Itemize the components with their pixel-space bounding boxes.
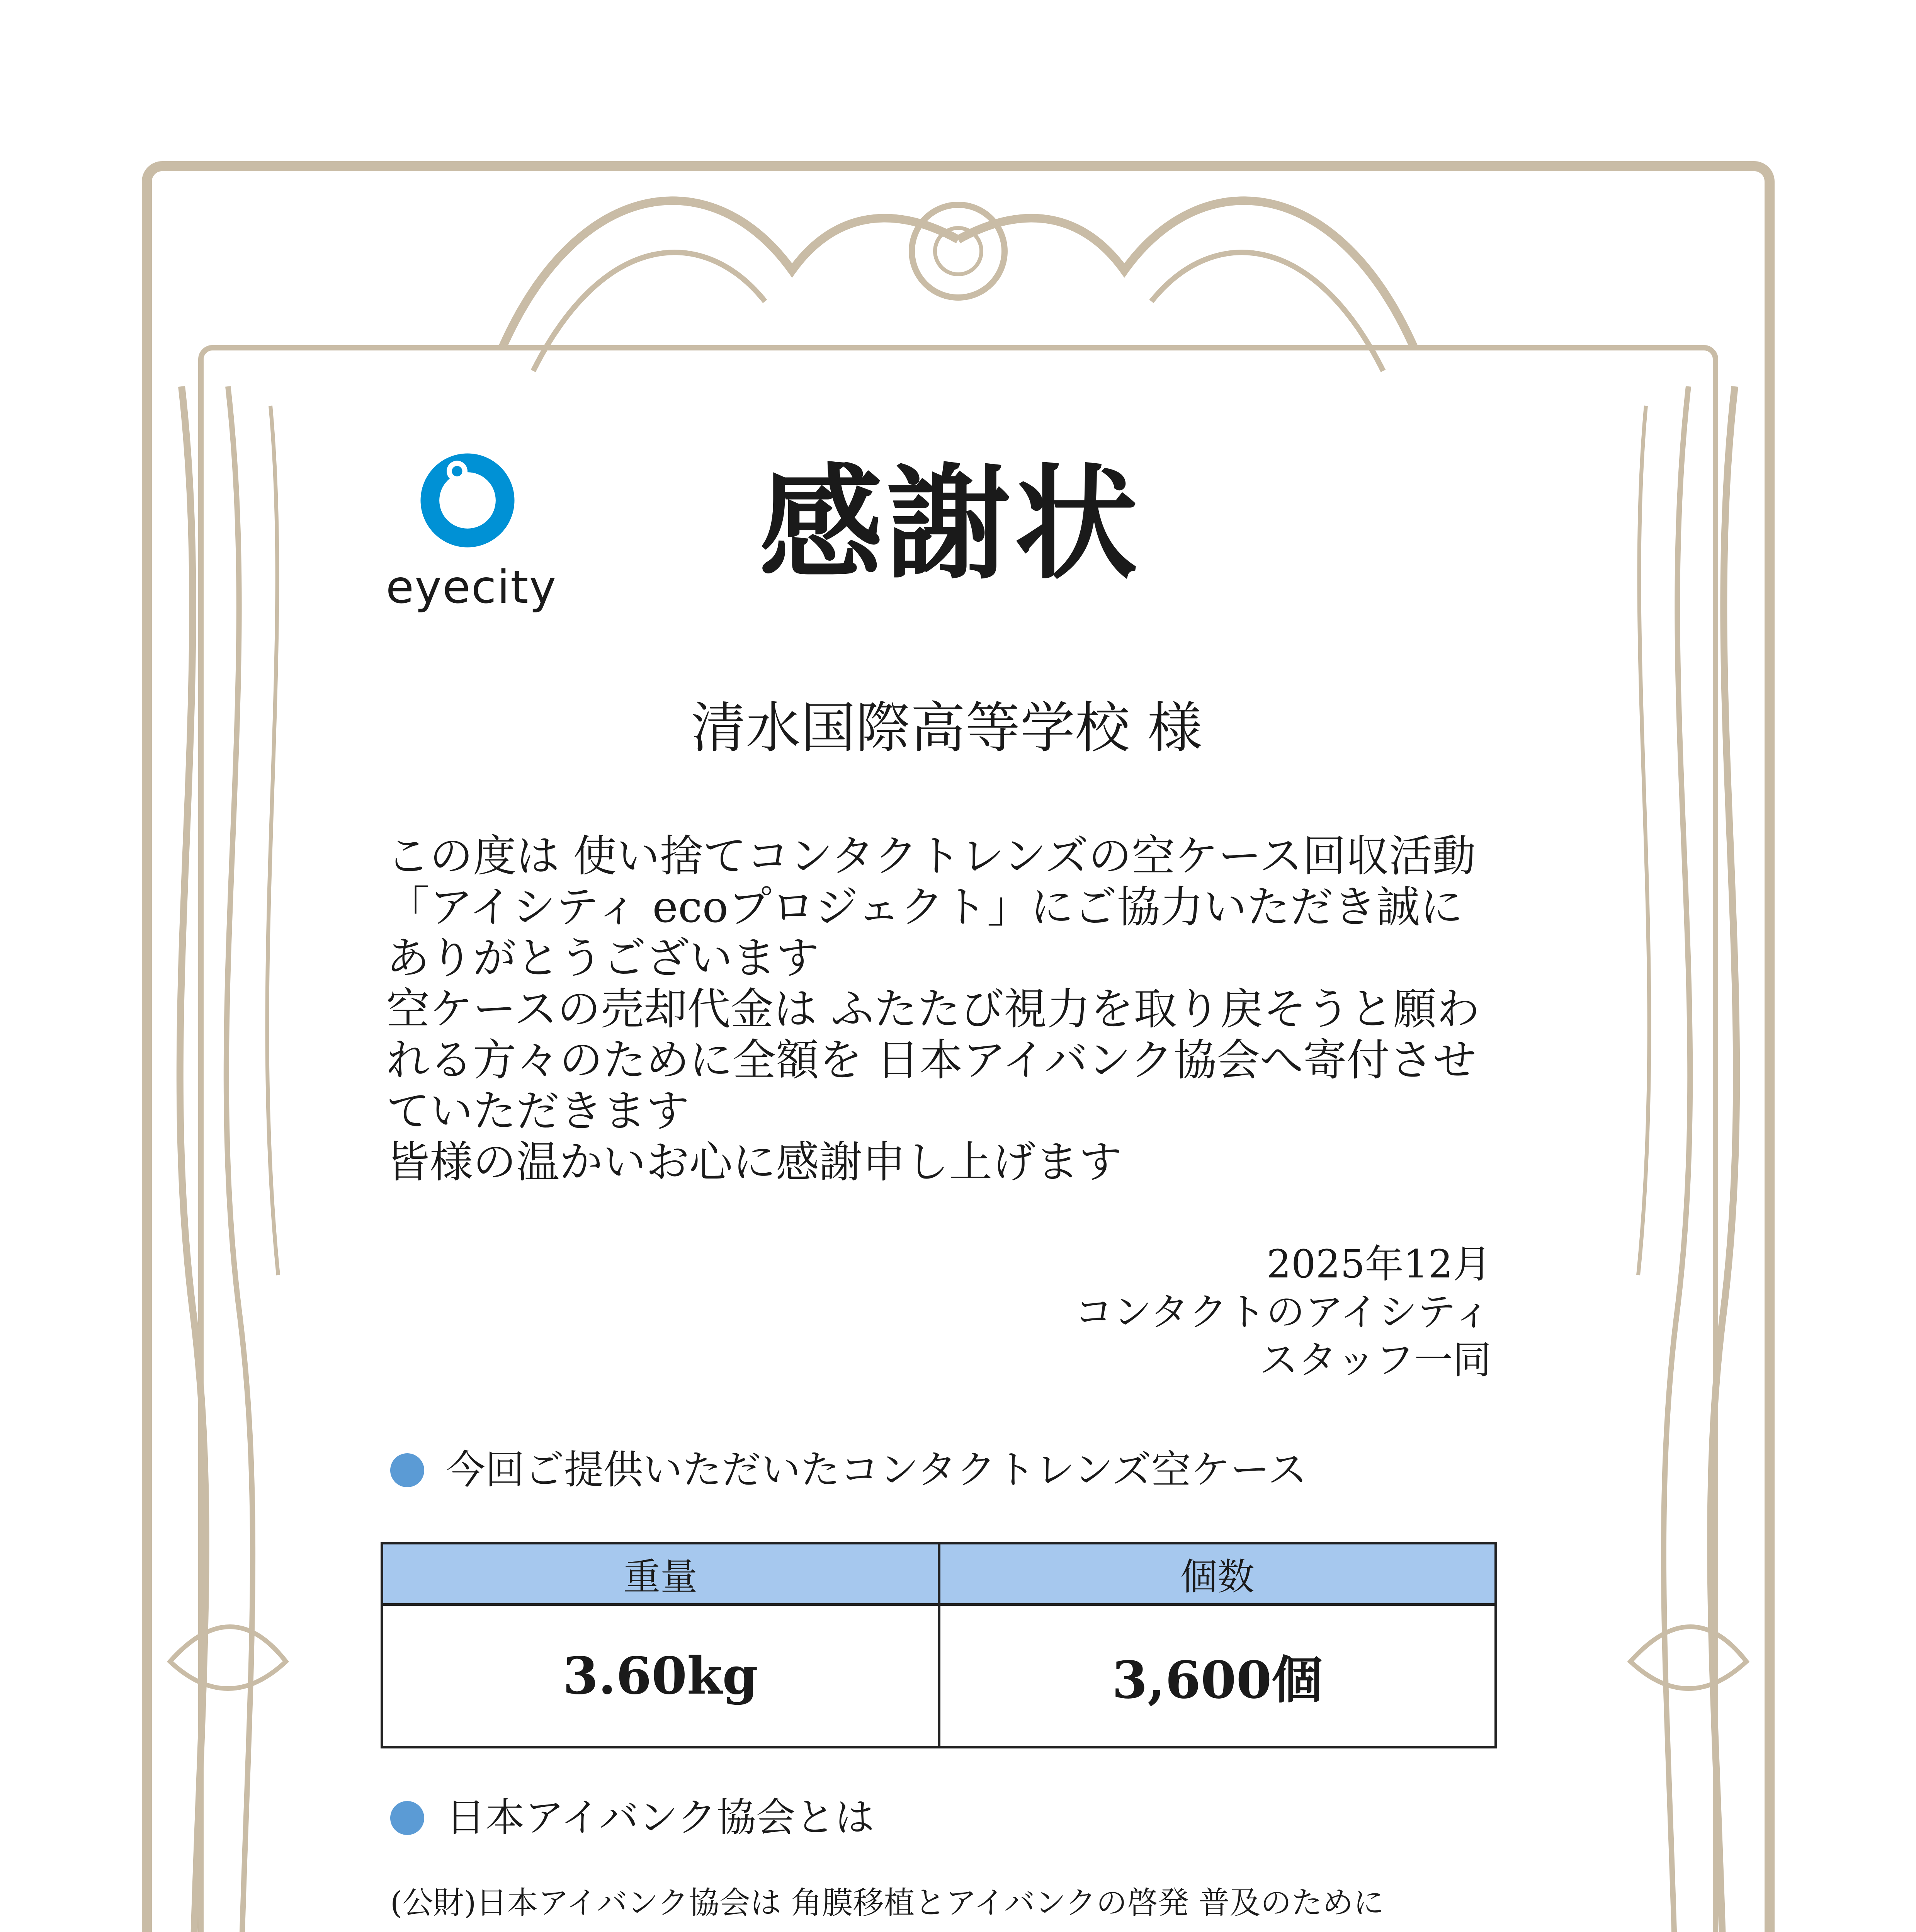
body-line: この度は 使い捨てコンタクトレンズの空ケース回収活動	[386, 831, 1476, 881]
eyecity-logo-mark-icon	[415, 448, 520, 553]
association-section-heading	[390, 1793, 1549, 1843]
issue-date: 2025年12月	[1267, 1242, 1491, 1287]
association-heading-text: 日本アイバンク協会とは	[446, 1795, 874, 1841]
count-value: 3,600個	[939, 1605, 1496, 1747]
body-line: 「アイシティ ecoプロジェクト」にご協力いただき誠に	[386, 882, 1463, 932]
sender-staff: スタッフ一同	[1260, 1337, 1491, 1383]
bullet-dot-icon	[390, 1453, 424, 1487]
eyecity-logo	[383, 448, 560, 626]
donation-heading-text: 今回ご提供いただいたコンタクトレンズ空ケース	[446, 1447, 1307, 1493]
association-description	[390, 1878, 1549, 1932]
donation-section-heading	[390, 1445, 1549, 1495]
description-line: (公財)日本アイバンク協会は 角膜移植とアイバンクの啓発 普及のために	[390, 1885, 1384, 1921]
body-line: 空ケースの売却代金は ふたたび視力を取り戻そうと願わ	[386, 984, 1480, 1034]
weight-value: 3.60kg	[382, 1605, 939, 1747]
table-header-row	[382, 1543, 1496, 1605]
count-header: 個数	[939, 1543, 1496, 1605]
weight-header: 重量	[382, 1543, 939, 1605]
donation-table	[381, 1542, 1497, 1748]
table-row	[382, 1605, 1496, 1747]
body-line: ていただきます	[386, 1086, 689, 1136]
recipient-name: 清水国際高等学校 様	[691, 696, 1202, 760]
description-line	[390, 1928, 1549, 1932]
bullet-dot-icon	[390, 1801, 424, 1835]
body-line: れる方々のために全額を 日本アイバンク協会へ寄付させ	[386, 1035, 1477, 1085]
logo-brand-text: eyecity	[386, 560, 557, 614]
certificate-body	[386, 831, 1545, 1188]
signature-block	[966, 1240, 1491, 1384]
certificate-title: 感謝状	[759, 451, 1142, 596]
body-line: 皆様の温かいお心に感謝申し上げます	[386, 1137, 1122, 1187]
sender-company: コンタクトのアイシティ	[1074, 1289, 1491, 1335]
body-line: ありがとうございます	[386, 933, 819, 983]
